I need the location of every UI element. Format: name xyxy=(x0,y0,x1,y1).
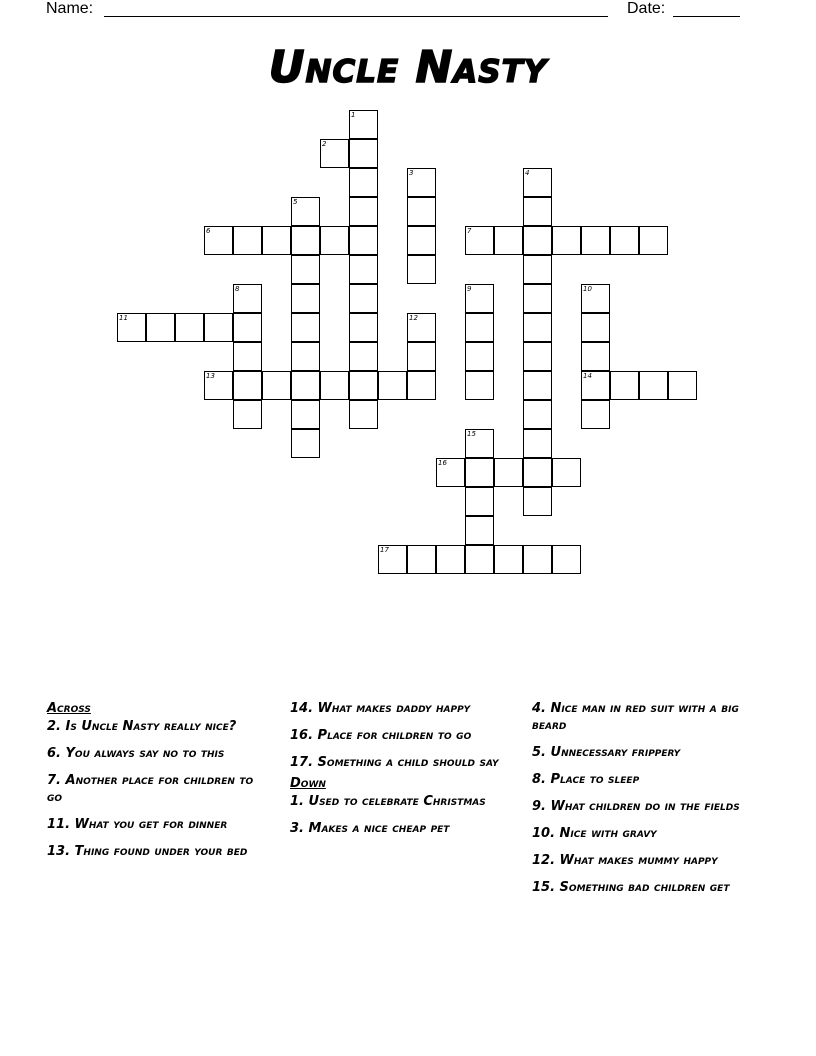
clue-down-8: 8. Place to sleep xyxy=(532,772,640,787)
grid-cell[interactable] xyxy=(407,371,436,400)
cell-number: 9 xyxy=(467,285,472,293)
cell-number: 8 xyxy=(235,285,240,293)
cell-number: 14 xyxy=(583,372,592,380)
grid-cell[interactable] xyxy=(407,313,436,342)
grid-cell[interactable] xyxy=(233,284,262,313)
grid-cell[interactable] xyxy=(581,342,610,371)
grid-cell[interactable] xyxy=(320,139,349,168)
cell-number: 5 xyxy=(293,198,298,206)
grid-cell[interactable] xyxy=(465,487,494,516)
grid-cell[interactable] xyxy=(610,371,639,400)
grid-cell[interactable] xyxy=(291,342,320,371)
grid-cell[interactable] xyxy=(639,371,668,400)
grid-cell[interactable] xyxy=(668,371,697,400)
clue-across-17: 17. Something a child should say xyxy=(290,755,499,770)
grid-cell[interactable] xyxy=(349,226,378,255)
date-label: Date: xyxy=(627,0,666,17)
grid-cell[interactable] xyxy=(291,371,320,400)
grid-cell[interactable] xyxy=(523,458,552,487)
cell-number: 16 xyxy=(438,459,447,467)
grid-cell[interactable] xyxy=(291,313,320,342)
clue-across-2: 2. Is Uncle Nasty really nice? xyxy=(47,719,237,734)
grid-cell[interactable] xyxy=(465,226,494,255)
cell-number: 10 xyxy=(583,285,592,293)
grid-cell[interactable] xyxy=(378,545,407,574)
clue-down-12: 12. What makes mummy happy xyxy=(532,853,718,868)
grid-cell[interactable] xyxy=(175,313,204,342)
grid-cell[interactable] xyxy=(581,371,610,400)
grid-cell[interactable] xyxy=(349,342,378,371)
grid-cell[interactable] xyxy=(523,545,552,574)
grid-cell[interactable] xyxy=(349,284,378,313)
clues-column-1 xyxy=(47,700,262,870)
clue-across-11: 11. What you get for dinner xyxy=(47,817,228,832)
grid-cell[interactable] xyxy=(349,110,378,139)
grid-cell[interactable] xyxy=(465,458,494,487)
grid-cell[interactable] xyxy=(552,545,581,574)
grid-cell[interactable] xyxy=(349,313,378,342)
grid-cell[interactable] xyxy=(291,284,320,313)
grid-cell[interactable] xyxy=(523,342,552,371)
clues-column-2 xyxy=(290,700,505,847)
grid-cell[interactable] xyxy=(523,284,552,313)
grid-cell[interactable] xyxy=(639,226,668,255)
grid-cell[interactable] xyxy=(523,255,552,284)
clue-across-6: 6. You always say no to this xyxy=(47,746,225,761)
grid-cell[interactable] xyxy=(465,371,494,400)
grid-cell[interactable] xyxy=(349,197,378,226)
grid-cell[interactable] xyxy=(349,255,378,284)
grid-cell[interactable] xyxy=(233,313,262,342)
grid-cell[interactable] xyxy=(146,313,175,342)
grid-cell[interactable] xyxy=(233,371,262,400)
grid-cell[interactable] xyxy=(465,429,494,458)
name-label: Name: xyxy=(46,0,94,17)
cell-number: 7 xyxy=(467,227,472,235)
grid-cell[interactable] xyxy=(349,168,378,197)
grid-cell[interactable] xyxy=(407,545,436,574)
clue-down-5: 5. Unnecessary frippery xyxy=(532,745,681,760)
grid-cell[interactable] xyxy=(581,284,610,313)
cell-number: 4 xyxy=(525,169,530,177)
grid-cell[interactable] xyxy=(291,226,320,255)
clue-down-3: 3. Makes a nice cheap pet xyxy=(290,821,450,836)
grid-cell[interactable] xyxy=(262,226,291,255)
grid-cell[interactable] xyxy=(494,226,523,255)
clue-across-7: 7. Another place for children to go xyxy=(47,773,254,805)
cell-number: 1 xyxy=(351,111,356,119)
grid-cell[interactable] xyxy=(407,197,436,226)
grid-cell[interactable] xyxy=(407,255,436,284)
grid-cell[interactable] xyxy=(320,371,349,400)
grid-cell[interactable] xyxy=(610,226,639,255)
grid-cell[interactable] xyxy=(349,400,378,429)
grid-cell[interactable] xyxy=(494,545,523,574)
clue-across-16: 16. Place for children to go xyxy=(290,728,472,743)
grid-cell[interactable] xyxy=(436,545,465,574)
cell-number: 15 xyxy=(467,430,476,438)
cell-number: 11 xyxy=(119,314,128,322)
down-heading: Down xyxy=(290,776,326,791)
grid-cell[interactable] xyxy=(494,458,523,487)
grid-cell[interactable] xyxy=(349,371,378,400)
clue-down-10: 10. Nice with gravy xyxy=(532,826,657,841)
puzzle-title: Uncle Nasty xyxy=(268,42,548,93)
grid-cell[interactable] xyxy=(320,226,349,255)
grid-cell[interactable] xyxy=(204,226,233,255)
grid-cell[interactable] xyxy=(523,226,552,255)
grid-cell[interactable] xyxy=(233,226,262,255)
grid-cell[interactable] xyxy=(436,458,465,487)
grid-cell[interactable] xyxy=(465,313,494,342)
grid-cell[interactable] xyxy=(204,371,233,400)
clue-across-13: 13. Thing found under your bed xyxy=(47,844,248,859)
grid-cell[interactable] xyxy=(523,429,552,458)
grid-cell[interactable] xyxy=(523,400,552,429)
cell-number: 3 xyxy=(409,169,414,177)
grid-cell[interactable] xyxy=(291,400,320,429)
cell-number: 13 xyxy=(206,372,215,380)
cell-number: 12 xyxy=(409,314,418,322)
grid-cell[interactable] xyxy=(117,313,146,342)
grid-cell[interactable] xyxy=(378,371,407,400)
grid-cell[interactable] xyxy=(523,313,552,342)
grid-cell[interactable] xyxy=(407,226,436,255)
grid-cell[interactable] xyxy=(581,226,610,255)
clue-down-9: 9. What children do in the fields xyxy=(532,799,740,814)
clues-column-3 xyxy=(532,700,747,906)
grid-cell[interactable] xyxy=(465,516,494,545)
grid-cell[interactable] xyxy=(552,458,581,487)
grid-cell[interactable] xyxy=(465,284,494,313)
grid-cell[interactable] xyxy=(291,429,320,458)
grid-cell[interactable] xyxy=(407,168,436,197)
cell-number: 17 xyxy=(380,546,389,554)
grid-cell[interactable] xyxy=(581,400,610,429)
grid-cell[interactable] xyxy=(523,197,552,226)
clue-down-1: 1. Used to celebrate Christmas xyxy=(290,794,486,809)
grid-cell[interactable] xyxy=(523,168,552,197)
clue-down-4: 4. Nice man in red suit with a big beard xyxy=(532,701,739,733)
grid-cell[interactable] xyxy=(523,487,552,516)
grid-cell[interactable] xyxy=(465,342,494,371)
grid-cell[interactable] xyxy=(581,313,610,342)
grid-cell[interactable] xyxy=(262,371,291,400)
grid-cell[interactable] xyxy=(233,400,262,429)
grid-cell[interactable] xyxy=(465,545,494,574)
grid-cell[interactable] xyxy=(204,313,233,342)
cell-number: 2 xyxy=(322,140,327,148)
cell-number: 6 xyxy=(206,227,211,235)
grid-cell[interactable] xyxy=(407,342,436,371)
across-heading: Across xyxy=(47,701,91,716)
grid-cell[interactable] xyxy=(291,197,320,226)
grid-cell[interactable] xyxy=(523,371,552,400)
grid-cell[interactable] xyxy=(291,255,320,284)
clue-across-14: 14. What makes daddy happy xyxy=(290,701,471,716)
clue-down-15: 15. Something bad children get xyxy=(532,880,730,895)
grid-cell[interactable] xyxy=(233,342,262,371)
grid-cell[interactable] xyxy=(349,139,378,168)
grid-cell[interactable] xyxy=(552,226,581,255)
